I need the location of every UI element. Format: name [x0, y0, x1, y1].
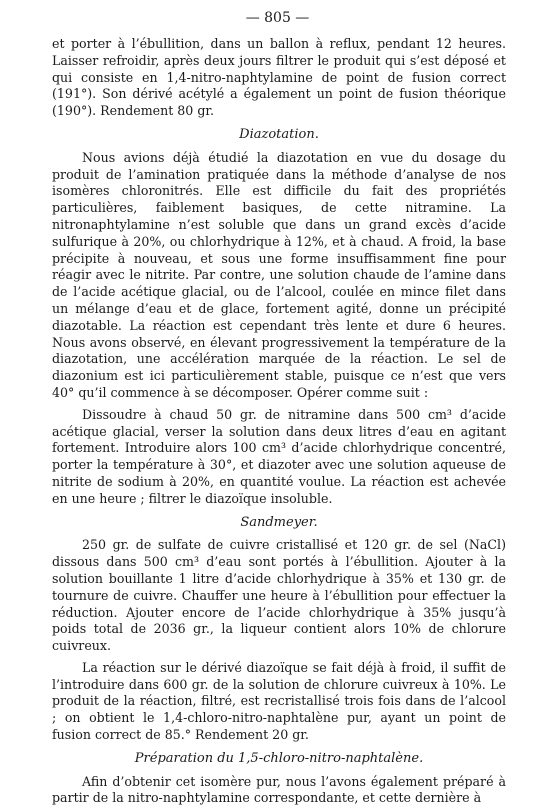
- paragraph-intro: et porter à l’ébullition, dans un ballon à reflux, pendant 12 heures. Laisser refroidir, après deux jours filtrer le produit qui s’est déposé et qui consiste en 1,4-nitro-naphtylamine de point de fusion correct (191°). Son dérivé acétylé a également un point de fusion théorique (190°). Rendement 80 gr.: [52, 36, 506, 119]
- page-number: — 805 —: [245, 10, 310, 26]
- section-heading-sandmeyer: Sandmeyer.: [240, 514, 318, 530]
- section-heading-preparation: Préparation du 1,5-chloro-nitro-naphtalène.: [134, 750, 424, 766]
- paragraph-diazotation: Nous avions déjà étudié la diazotation en vue du dosage du produit de l’amination pratiquée dans la méthode d’analyse de nos isomères chloronitrés. Elle est difficile du fait des propriétés particulières, faiblement basiques, de cette nitramine. La nitronaphtylamine n’est soluble que dans un grand excès d’acide sulfurique à 20%, ou chlorhydrique à 12%, et à chaud. A froid, la base précipite à nouveau, et sous une forme insuffisamment fine pour réagir avec le nitrite. Par contre, une solution chaude de l’amine dans de l’acide acétique glacial, ou de l’alcool, coulée en mince filet dans un mélange d’eau et de glace, fortement agité, donne un précipité diazotable. La réaction est cependant très lente et dure 6 heures. Nous avons observé, en élevant progressivement la température de la diazotation, une accélération marquée de la réaction. Le sel de diazonium est ici particulièrement stable, puisque ce n’est que vers 40° qu’il commence à se décomposer. Opérer comme suit :: [52, 149, 506, 400]
- paragraph-preparation: Afin d’obtenir cet isomère pur, nous l’avons également préparé à partir de la nitro-naphtylamine correspondante, et cette dernière à: [52, 773, 506, 806]
- paragraph-sandmeyer-reaction: La réaction sur le dérivé diazoïque se fait déjà à froid, il suffit de l’introduire dans 600 gr. de la solution de chlorure cuivreux à 10%. Le produit de la réaction, filtré, est recristallisé trois fois dans de l’alcool ; on obtient le 1,4-chloro-nitro-naphtalène pur, ayant un point de fusion correct de 85.° Rendement 20 gr.: [52, 659, 506, 743]
- paragraph-diazotation-procedure: Dissoudre à chaud 50 gr. de nitramine dans 500 cm³ d’acide acétique glacial, verser la solution dans deux litres d’eau en agitant fortement. Introduire alors 100 cm³ d’acide chlorhydrique concentré, porter la température à 30°, et diazoter avec une solution aqueuse de nitrite de sodium à 20%, en quantité voulue. La réaction est achevée en une heure ; filtrer le diazoïque insoluble.: [52, 406, 506, 506]
- paragraph-sandmeyer-reagent: 250 gr. de sulfate de cuivre cristallisé et 120 gr. de sel (NaCl) dissous dans 500 cm³ d’eau sont portés à l’ébullition. Ajouter à la solution bouillante 1 litre d’acide chlorhydrique à 35% et 130 gr. de tournure de cuivre. Chauffer une heure à l’ébullition pour effectuer la réduction. Ajouter encore de l’acide chlorhydrique à 35% jusqu’à poids total de 2036 gr., la liqueur contient alors 10% de chlorure cuivreux.: [52, 537, 506, 654]
- section-heading-diazotation: Diazotation.: [239, 126, 319, 142]
- page-body: [52, 36, 506, 807]
